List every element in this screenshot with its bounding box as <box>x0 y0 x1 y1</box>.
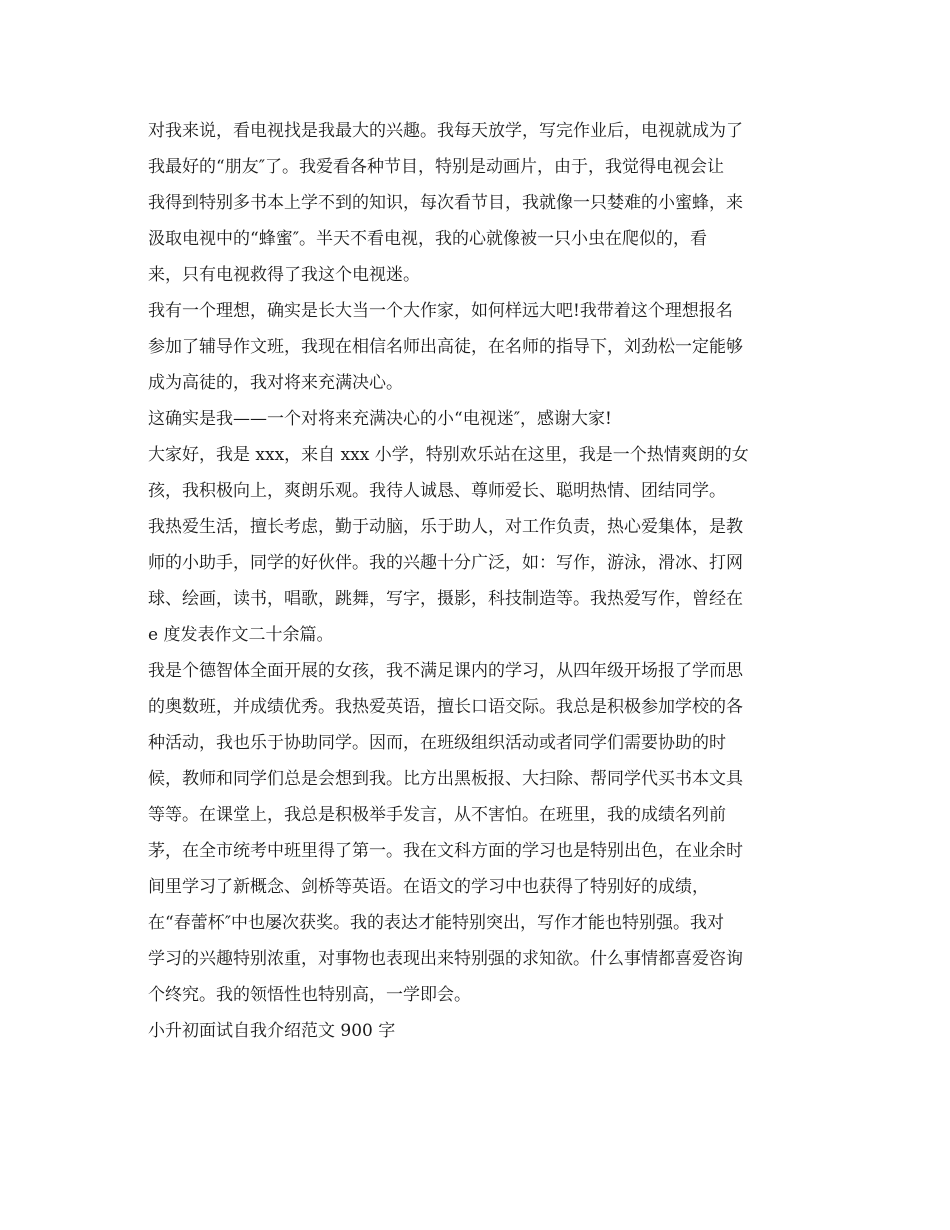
text-line: 候，教师和同学们总是会想到我。比方出黑板报、大扫除、帮同学代买书本文具 <box>148 769 743 789</box>
text-line: 我最好的“朋友″了。我爱看各种节目，特别是动画片，由于，我觉得电视会让 <box>148 157 725 177</box>
paragraph-ideal <box>148 293 808 401</box>
document-body <box>148 113 808 1049</box>
text-line: 个终究。我的领悟性也特别高，一学即会。 <box>148 985 471 1005</box>
text-line: 孩，我积极向上，爽朗乐观。我待人诚恳、尊师爱长、聪明热情、团结同学。 <box>148 481 726 501</box>
text-line: 这确实是我——一个对将来充满决心的小“电视迷″，感谢大家! <box>148 409 612 429</box>
paragraph-tv-interest <box>148 113 808 293</box>
text-line: 在“春蕾杯″中也屡次获奖。我的表达才能特别突出，写作才能也特别强。我对 <box>148 913 725 933</box>
text-line: 我热爱生活，擅长考虑，勤于动脑，乐于助人，对工作负责，热心爱集体，是教 <box>148 517 743 537</box>
text-line: e 度发表作文二十余篇。 <box>148 625 334 645</box>
paragraph-thanks <box>148 401 808 437</box>
text-line: 师的小助手，同学的好伙伴。我的兴趣十分广泛，如：写作，游泳，滑冰、打网 <box>148 553 743 573</box>
paragraph-hobbies <box>148 509 808 653</box>
text-line: 我得到特别多书本上学不到的知识，每次看节目，我就像一只婪难的小蜜蜂，来 <box>148 193 743 213</box>
text-line: 学习的兴趣特别浓重，对事物也表现出来特别强的求知欲。什么事情都喜爱咨询 <box>148 949 743 969</box>
text-line: 小升初面试自我介绍范文 900 字 <box>148 1021 396 1041</box>
text-line: 大家好，我是 xxx，来自 xxx 小学，特别欢乐站在这里，我是一个热情爽朗的女 <box>148 445 749 465</box>
text-line: 汲取电视中的“蜂蜜″。半天不看电视，我的心就像被一只小虫在爬似的，看 <box>148 229 708 249</box>
text-line: 等等。在课堂上，我总是积极举手发言，从不害怕。在班里，我的成绩名列前 <box>148 805 726 825</box>
text-line: 种活动，我也乐于协助同学。因而，在班级组织活动或者同学们需要协助的时 <box>148 733 726 753</box>
section-heading <box>148 1013 808 1049</box>
text-line: 对我来说，看电视找是我最大的兴趣。我每天放学，写完作业后，电视就成为了 <box>148 121 743 141</box>
text-line: 间里学习了新概念、剑桥等英语。在语文的学习中也获得了特别好的成绩， <box>148 877 709 897</box>
paragraph-greeting <box>148 437 808 509</box>
text-line: 的奥数班，并成绩优秀。我热爱英语，擅长口语交际。我总是积极参加学校的各 <box>148 697 743 717</box>
paragraph-study <box>148 653 808 1013</box>
text-line: 来，只有电视救得了我这个电视迷。 <box>148 265 420 285</box>
text-line: 我是个德智体全面开展的女孩，我不满足课内的学习，从四年级开场报了学而思 <box>148 661 743 681</box>
text-line: 参加了辅导作文班，我现在相信名师出高徒，在名师的指导下，刘劲松一定能够 <box>148 337 743 357</box>
text-line: 茅，在全市统考中班里得了第一。我在文科方面的学习也是特别出色，在业余时 <box>148 841 743 861</box>
text-line: 我有一个理想，确实是长大当一个大作家，如何样远大吧!我带着这个理想报名 <box>148 301 733 321</box>
text-line: 成为高徒的，我对将来充满决心。 <box>148 373 403 393</box>
text-line: 球、绘画，读书，唱歌，跳舞，写字，摄影，科技制造等。我热爱写作，曾经在 <box>148 589 743 609</box>
